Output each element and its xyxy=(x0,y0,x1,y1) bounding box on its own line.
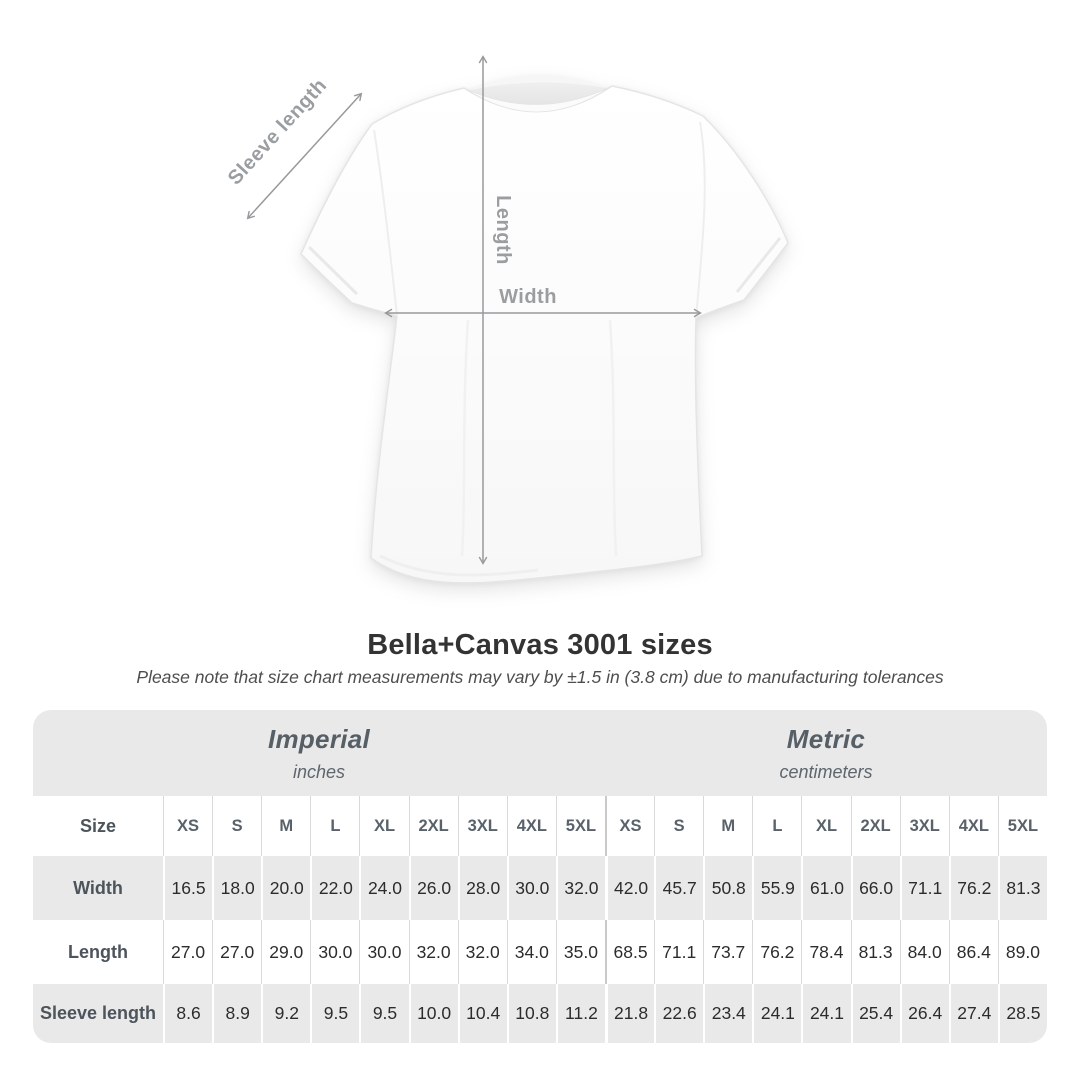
value-cell: 34.0 xyxy=(507,920,556,984)
value-cell: 76.2 xyxy=(752,920,801,984)
size-header-cell: 2XL xyxy=(409,796,458,856)
size-header-cell: M xyxy=(703,796,752,856)
size-header-cell: L xyxy=(310,796,359,856)
value-cell: 8.6 xyxy=(163,984,212,1043)
value-cell: 68.5 xyxy=(605,920,654,984)
value-cell: 24.1 xyxy=(801,984,850,1043)
value-cell: 9.2 xyxy=(261,984,310,1043)
imperial-unit: inches xyxy=(292,761,345,782)
imperial-title: Imperial xyxy=(267,723,371,754)
row-label: Sleeve length xyxy=(33,984,163,1043)
size-header-cell: 3XL xyxy=(900,796,949,856)
value-cell: 9.5 xyxy=(310,984,359,1043)
value-cell: 27.0 xyxy=(163,920,212,984)
value-cell: 26.4 xyxy=(900,984,949,1043)
value-cell: 20.0 xyxy=(261,856,310,920)
metric-header-group xyxy=(605,710,1047,796)
value-cell: 22.6 xyxy=(654,984,703,1043)
metric-unit: centimeters xyxy=(779,761,873,782)
value-cell: 16.5 xyxy=(163,856,212,920)
value-cell: 24.0 xyxy=(359,856,408,920)
metric-title: Metric xyxy=(786,723,866,754)
value-cell: 84.0 xyxy=(900,920,949,984)
value-cell: 30.0 xyxy=(359,920,408,984)
size-header-cell: L xyxy=(752,796,801,856)
value-cell: 32.0 xyxy=(409,920,458,984)
value-cell: 9.5 xyxy=(359,984,408,1043)
size-header-cell: 5XL xyxy=(556,796,605,856)
value-cell: 50.8 xyxy=(703,856,752,920)
value-cell: 23.4 xyxy=(703,984,752,1043)
size-header-cell: XS xyxy=(163,796,212,856)
page-title: Bella+Canvas 3001 sizes xyxy=(367,629,713,661)
value-cell: 28.5 xyxy=(998,984,1047,1043)
value-cell: 11.2 xyxy=(556,984,605,1043)
value-cell: 30.0 xyxy=(310,920,359,984)
value-cell: 71.1 xyxy=(900,856,949,920)
size-header-cell: S xyxy=(212,796,261,856)
value-cell: 81.3 xyxy=(998,856,1047,920)
row-label: Width xyxy=(33,856,163,920)
value-cell: 35.0 xyxy=(556,920,605,984)
size-header-cell: 5XL xyxy=(998,796,1047,856)
size-header-cell: XL xyxy=(359,796,408,856)
value-cell: 89.0 xyxy=(998,920,1047,984)
value-cell: 73.7 xyxy=(703,920,752,984)
value-cell: 24.1 xyxy=(752,984,801,1043)
value-cell: 76.2 xyxy=(949,856,998,920)
value-cell: 42.0 xyxy=(605,856,654,920)
value-cell: 55.9 xyxy=(752,856,801,920)
value-cell: 10.0 xyxy=(409,984,458,1043)
value-cell: 30.0 xyxy=(507,856,556,920)
size-header-cell: S xyxy=(654,796,703,856)
value-cell: 25.4 xyxy=(851,984,900,1043)
length-label: Length xyxy=(492,195,514,265)
tolerance-note: Please note that size chart measurements may vary by ±1.5 in (3.8 cm) due to manufacturing tolerances xyxy=(136,667,944,687)
value-cell: 22.0 xyxy=(310,856,359,920)
row-label: Length xyxy=(68,941,128,962)
imperial-header-group xyxy=(33,710,605,796)
value-cell: 81.3 xyxy=(851,920,900,984)
value-cell: 27.0 xyxy=(212,920,261,984)
value-cell: 10.8 xyxy=(507,984,556,1043)
value-cell: 8.9 xyxy=(212,984,261,1043)
size-chart-table xyxy=(33,710,1047,1043)
value-cell: 86.4 xyxy=(949,920,998,984)
value-cell: 27.4 xyxy=(949,984,998,1043)
value-cell: 26.0 xyxy=(409,856,458,920)
value-cell: 10.4 xyxy=(458,984,507,1043)
value-cell: 66.0 xyxy=(851,856,900,920)
size-header-cell: 4XL xyxy=(949,796,998,856)
value-cell: 78.4 xyxy=(801,920,850,984)
sleeve-length-label: Sleeve length xyxy=(223,74,332,190)
value-cell: 61.0 xyxy=(801,856,850,920)
size-header-cell: 4XL xyxy=(507,796,556,856)
value-cell: 21.8 xyxy=(605,984,654,1043)
size-header-cell: XL xyxy=(801,796,850,856)
tshirt-image xyxy=(301,75,788,582)
value-cell: 18.0 xyxy=(212,856,261,920)
width-label: Width xyxy=(499,286,557,308)
value-cell: 32.0 xyxy=(556,856,605,920)
value-cell: 45.7 xyxy=(654,856,703,920)
size-header-cell: XS xyxy=(605,796,654,856)
value-cell: 32.0 xyxy=(458,920,507,984)
value-cell: 71.1 xyxy=(654,920,703,984)
value-cell: 29.0 xyxy=(261,920,310,984)
size-column-header: Size xyxy=(79,815,117,836)
size-header-cell: 3XL xyxy=(458,796,507,856)
size-header-cell: 2XL xyxy=(851,796,900,856)
size-header-cell: M xyxy=(261,796,310,856)
value-cell: 28.0 xyxy=(458,856,507,920)
